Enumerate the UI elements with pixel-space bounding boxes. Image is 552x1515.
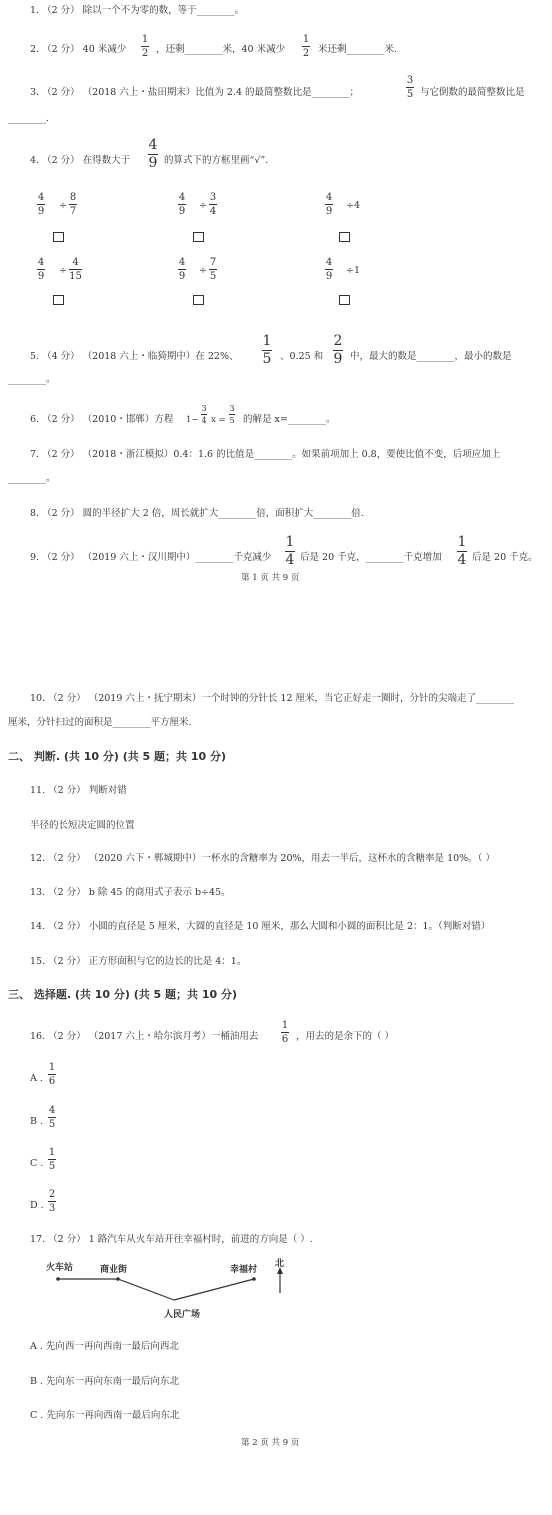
question-3-part1: 3. （2 分） （2018 六上・盐田期末）比值为 2.4 的最简整数比是________； bbox=[30, 87, 360, 98]
fraction-one-half: 1 2 bbox=[302, 34, 310, 59]
option-a-label[interactable]: A . bbox=[30, 1073, 43, 1084]
answer-checkbox[interactable] bbox=[53, 295, 64, 305]
division-sign: ÷ bbox=[59, 200, 67, 211]
question-3-part2: 与它倒数的最简整数比是 bbox=[420, 87, 525, 98]
fraction-one-quarter: 1 4 bbox=[457, 534, 467, 568]
fraction-one-sixth: 1 6 bbox=[281, 1020, 289, 1045]
street-dot bbox=[116, 1277, 120, 1281]
fraction-four-ninths: 4 9 bbox=[325, 192, 333, 217]
answer-checkbox[interactable] bbox=[339, 295, 350, 305]
question-6-part1: 6. （2 分） （2010・邯郸）方程 bbox=[30, 414, 174, 425]
fraction-four-ninths: 4 9 bbox=[325, 257, 333, 282]
fraction-three-fifths: 3 5 bbox=[406, 75, 414, 100]
label-north: 北 bbox=[275, 1259, 285, 1269]
fraction-four-ninths: 4 9 bbox=[178, 257, 186, 282]
label-station: 火车站 bbox=[46, 1263, 74, 1273]
fraction-four-ninths: 4 9 bbox=[178, 192, 186, 217]
question-11-statement: 半径的长短决定圆的位置 bbox=[30, 820, 135, 831]
page-footer: 第 2 页 共 9 页 bbox=[241, 1438, 300, 1448]
question-13: 13. （2 分） b 除 45 的商用式子表示 b÷45。 bbox=[30, 887, 231, 898]
question-9-part1: 9. （2 分） （2019 六上・汉川期中）________千克减少 bbox=[30, 552, 272, 563]
division-by-one: ÷1 bbox=[346, 265, 361, 276]
question-14: 14. （2 分） 小圆的直径是 5 厘米，大圆的直径是 10 厘米，那么大圆和小圆的面积比是 2：1。（判断对错） bbox=[30, 921, 491, 932]
question-2-part3: 米还剩________米. bbox=[318, 44, 398, 55]
question-7-part1: 7. （2 分） （2018・浙江模拟）0.4：1.6 的比值是________。如果前项加上 0.8，要使比值不变，后项应加上 bbox=[30, 449, 501, 460]
question-4-part1: 4. （2 分） 在得数大于 bbox=[30, 155, 131, 166]
fraction-eight-sevenths: 8 7 bbox=[69, 192, 77, 217]
fraction-one-quarter: 1 4 bbox=[285, 534, 295, 568]
fraction-seven-fifths: 7 5 bbox=[209, 257, 217, 282]
division-by-four: ÷4 bbox=[346, 200, 361, 211]
village-dot bbox=[252, 1277, 256, 1281]
fraction-one-half: 1 2 bbox=[141, 34, 149, 59]
answer-checkbox[interactable] bbox=[193, 232, 204, 242]
option-c-label[interactable]: C . bbox=[30, 1158, 44, 1169]
question-10-part2: 厘米，分针扫过的面积是________平方厘米. bbox=[8, 717, 192, 728]
question-1: 1. （2 分） 除以一个不为零的数，等于________。 bbox=[30, 5, 245, 16]
route-segment-northeast bbox=[174, 1279, 254, 1300]
station-dot bbox=[56, 1277, 60, 1281]
question-2-part1: 2. （2 分） 40 米减少 bbox=[30, 44, 127, 55]
question-7-part2: ________。 bbox=[8, 473, 56, 484]
route-segment-southeast bbox=[118, 1279, 174, 1300]
question-16-part1: 16. （2 分） （2017 六上・哈尔滨月考）一桶油用去 bbox=[30, 1031, 259, 1042]
fraction-three-fifths: 3 5 bbox=[229, 404, 235, 425]
question-17: 17. （2 分） 1 路汽车从火车站开往幸福村时，前进的方向是（ ）. bbox=[30, 1234, 313, 1245]
division-sign: ÷ bbox=[199, 200, 207, 211]
fraction-four-ninths: 4 9 bbox=[148, 137, 158, 171]
division-sign: ÷ bbox=[199, 265, 207, 276]
option-d-label[interactable]: D . bbox=[30, 1200, 44, 1211]
question-9-part2: 后是 20 千克，________千克增加 bbox=[300, 552, 442, 563]
answer-checkbox[interactable] bbox=[193, 295, 204, 305]
fraction-four-ninths: 4 9 bbox=[37, 257, 45, 282]
fraction-two-ninths: 2 9 bbox=[333, 333, 343, 367]
question-5-part4: ________。 bbox=[8, 374, 56, 385]
question-17-option-c[interactable]: C . 先向东一再向西南一最后向东北 bbox=[30, 1410, 180, 1421]
question-10-part1: 10. （2 分） （2019 六上・抚宁期末）一个时钟的分针长 12 厘米，当它正好走一圈时，分针的尖端走了________ bbox=[30, 693, 515, 704]
label-square: 人民广场 bbox=[164, 1310, 201, 1320]
north-arrow-icon bbox=[277, 1267, 283, 1293]
label-street: 商业街 bbox=[100, 1265, 128, 1275]
equation-prefix: 1− bbox=[186, 415, 199, 425]
label-village: 幸福村 bbox=[230, 1265, 258, 1275]
question-2-part2: ，还剩________米，40 米减少 bbox=[156, 44, 286, 55]
division-sign: ÷ bbox=[59, 265, 67, 276]
fraction-four-ninths: 4 9 bbox=[37, 192, 45, 217]
question-17-option-b[interactable]: B . 先向东一再向东南一最后向东北 bbox=[30, 1376, 180, 1387]
section-3-heading: 三、 选择题. (共 10 分) (共 5 题；共 10 分) bbox=[8, 988, 238, 1001]
question-5-part2: 、0.25 和 bbox=[280, 351, 324, 362]
question-5-part1: 5. （4 分） （2018 六上・临猗期中）在 22%、 bbox=[30, 351, 239, 362]
question-15: 15. （2 分） 正方形面积与它的边长的比是 4：1。 bbox=[30, 956, 247, 967]
answer-checkbox[interactable] bbox=[339, 232, 350, 242]
question-12: 12. （2 分） （2020 六下・郸城期中）一杯水的含糖率为 20%，用去一半后，这杯水的含糖率是 10%。（ ） bbox=[30, 853, 495, 864]
fraction-one-sixth: 1 6 bbox=[48, 1062, 56, 1087]
answer-checkbox[interactable] bbox=[53, 232, 64, 242]
question-5-part3: 中，最大的数是________，最小的数是 bbox=[350, 351, 512, 362]
section-2-heading: 二、 判断. (共 10 分) (共 5 题；共 10 分) bbox=[8, 750, 227, 763]
fraction-three-quarters: 3 4 bbox=[209, 192, 217, 217]
equation-x: x = bbox=[211, 415, 226, 425]
fraction-two-thirds: 2 3 bbox=[48, 1189, 56, 1214]
question-4-part2: 的算式下的方框里画“√”. bbox=[164, 155, 269, 166]
option-b-label[interactable]: B . bbox=[30, 1116, 44, 1127]
route-map bbox=[40, 1257, 300, 1327]
question-17-option-a[interactable]: A . 先向西一再向西南一最后向西北 bbox=[30, 1341, 179, 1352]
question-6-part2: 的解是 x=________。 bbox=[243, 414, 336, 425]
question-3-part3: ________. bbox=[8, 113, 50, 124]
fraction-three-quarters: 3 4 bbox=[201, 404, 207, 425]
fraction-one-fifth: 1 5 bbox=[48, 1147, 56, 1172]
fraction-four-fifths: 4 5 bbox=[48, 1105, 56, 1130]
question-11: 11. （2 分） 判断对错 bbox=[30, 785, 127, 796]
page-footer: 第 1 页 共 9 页 bbox=[241, 573, 300, 583]
question-8: 8. （2 分） 圆的半径扩大 2 倍，周长就扩大________倍，面积扩大________倍. bbox=[30, 508, 364, 519]
question-9-part3: 后是 20 千克。 bbox=[472, 552, 538, 563]
question-16-part2: ，用去的是余下的（ ） bbox=[296, 1031, 395, 1042]
fraction-four-fifteenths: 4 15 bbox=[69, 257, 82, 282]
fraction-one-fifth: 1 5 bbox=[262, 333, 272, 367]
